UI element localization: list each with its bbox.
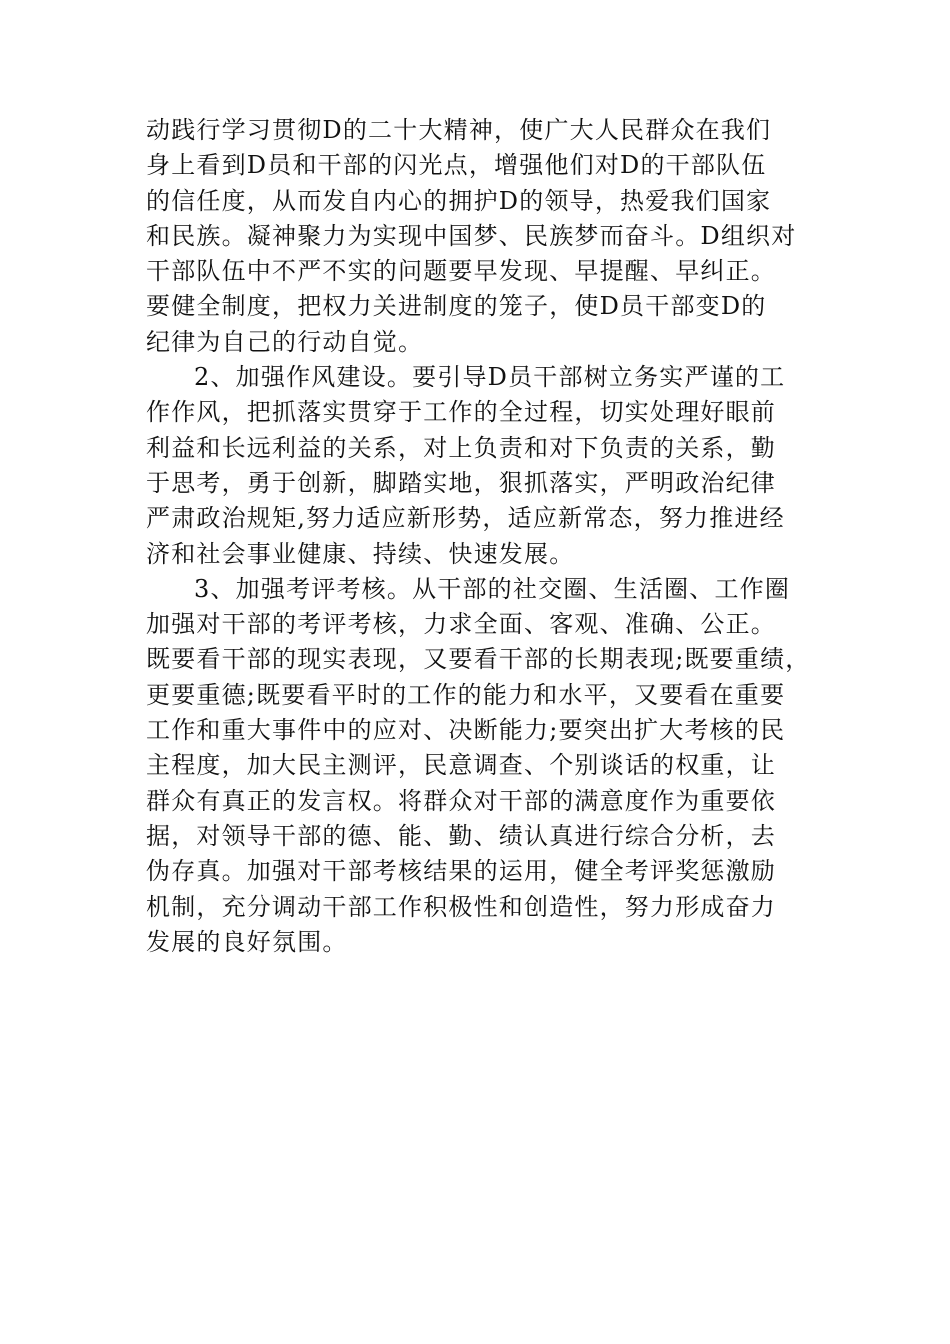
- text-line: 利益和长远利益的关系，对上负责和对下负责的关系，勤: [146, 433, 776, 462]
- text-line: 身上看到D员和干部的闪光点，增强他们对D的干部队伍: [146, 151, 767, 180]
- text-line: 纪律为自己的行动自觉。: [146, 327, 424, 356]
- text-line: 既要看干部的现实表现，又要看干部的长期表现;既要重绩，: [146, 645, 811, 674]
- text-line: 要健全制度，把权力关进制度的笼子，使D员干部变D的: [146, 292, 767, 321]
- text-line: 严肃政治规矩,努力适应新形势，适应新常态，努力推进经: [146, 504, 785, 533]
- text-line: 更要重德;既要看平时的工作的能力和水平，又要看在重要: [146, 680, 786, 709]
- document-body: [146, 113, 811, 960]
- text-line: 工作和重大事件中的应对、决断能力;要突出扩大考核的民: [146, 716, 786, 745]
- text-line: 的信任度，从而发自内心的拥护D的领导，热爱我们国家: [146, 186, 772, 215]
- text-line: 据，对领导干部的德、能、勤、绩认真进行综合分析，去: [146, 821, 776, 850]
- text-line: 干部队伍中不严不实的问题要早发现、早提醒、早纠正。: [146, 257, 776, 286]
- text-line: 作作风，把抓落实贯穿于工作的全过程，切实处理好眼前: [146, 398, 776, 427]
- text-line: 加强对干部的考评考核，力求全面、客观、准确、公正。: [146, 610, 776, 639]
- text-line: 发展的良好氛围。: [146, 927, 348, 956]
- text-line: 和民族。凝神聚力为实现中国梦、民族梦而奋斗。D组织对: [146, 221, 797, 250]
- text-line: 济和社会事业健康、持续、快速发展。: [146, 539, 575, 568]
- text-line: 伪存真。加强对干部考核结果的运用，健全考评奖惩激励: [146, 857, 776, 886]
- text-line: 主程度，加大民主测评，民意调查、个别谈话的权重，让: [146, 751, 776, 780]
- section-2-heading-line: 2、加强作风建设。要引导D员干部树立务实严谨的工: [194, 363, 786, 392]
- text-line: 群众有真正的发言权。将群众对干部的满意度作为重要依: [146, 786, 776, 815]
- text-line: 于思考，勇于创新，脚踏实地，狠抓落实，严明政治纪律: [146, 468, 776, 497]
- text-line: 机制，充分调动干部工作积极性和创造性，努力形成奋力: [146, 892, 776, 921]
- text-line: 动践行学习贯彻D的二十大精神，使广大人民群众在我们: [146, 116, 772, 144]
- section-3-heading-line: 3、加强考评考核。从干部的社交圈、生活圈、工作圈: [194, 574, 791, 603]
